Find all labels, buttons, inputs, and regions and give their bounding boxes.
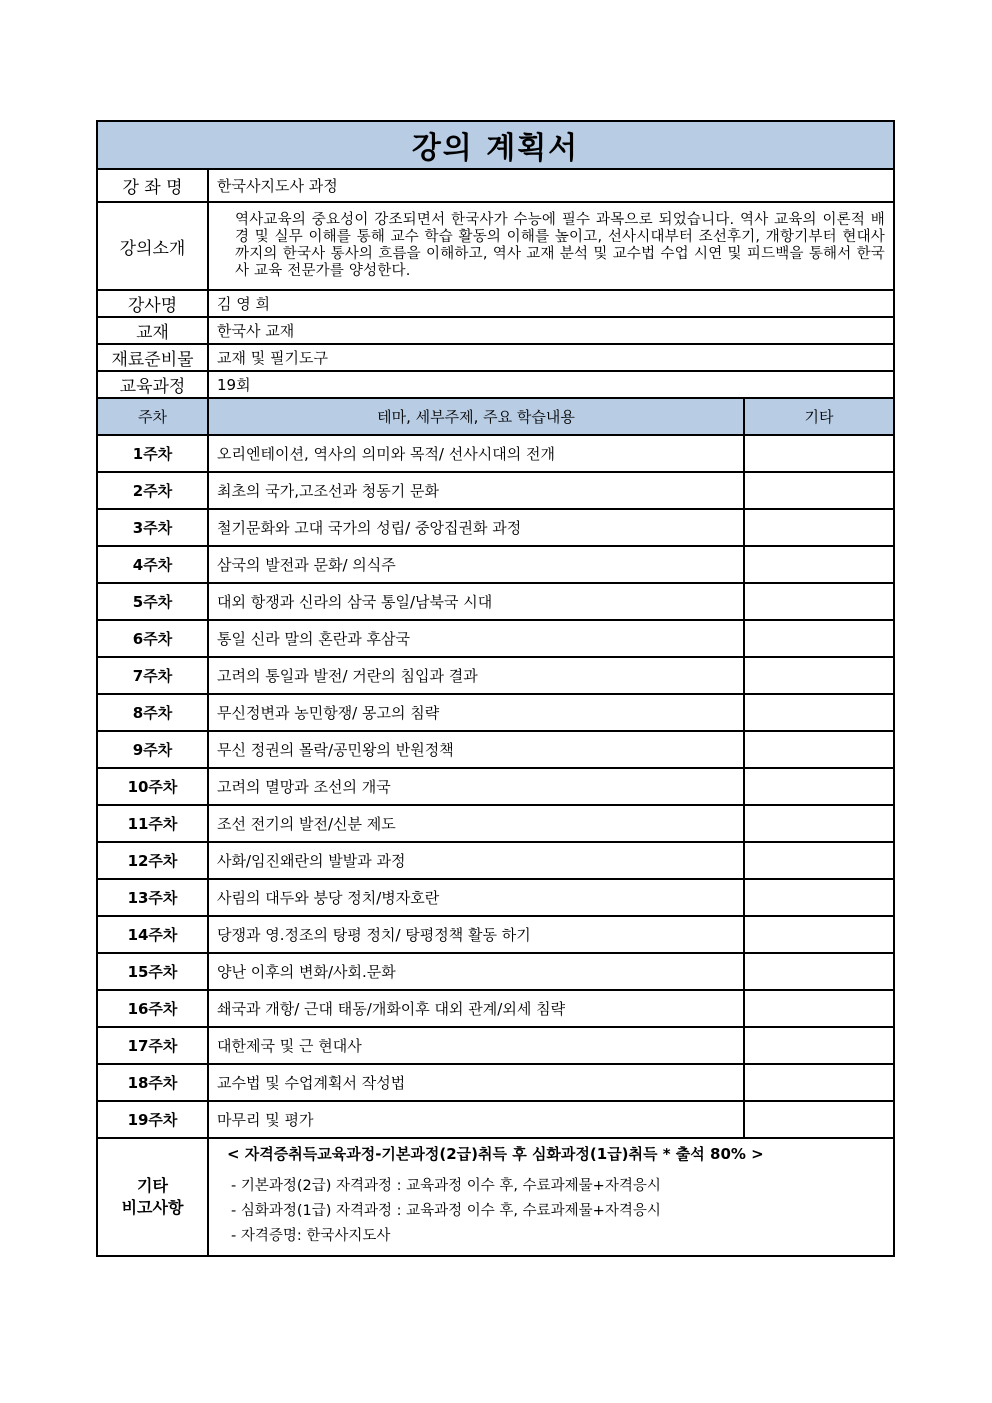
week-etc bbox=[744, 842, 894, 879]
sessions-label: 교육과정 bbox=[97, 371, 208, 398]
week-etc bbox=[744, 768, 894, 805]
week-row bbox=[97, 435, 894, 472]
week-number: 6주차 bbox=[97, 620, 208, 657]
week-etc bbox=[744, 1027, 894, 1064]
topic-column-header: 테마, 세부주제, 주요 학습내용 bbox=[208, 398, 744, 435]
week-topic: 마무리 및 평가 bbox=[208, 1101, 744, 1138]
week-topic: 통일 신라 말의 혼란과 후삼국 bbox=[208, 620, 744, 657]
week-row bbox=[97, 990, 894, 1027]
week-etc bbox=[744, 1064, 894, 1101]
week-etc bbox=[744, 990, 894, 1027]
week-etc bbox=[744, 731, 894, 768]
textbook-value: 한국사 교재 bbox=[208, 317, 894, 344]
course-name-label: 강 좌 명 bbox=[97, 169, 208, 202]
week-row bbox=[97, 805, 894, 842]
sessions-value: 19회 bbox=[208, 371, 894, 398]
week-row bbox=[97, 1027, 894, 1064]
week-topic: 대한제국 및 근 현대사 bbox=[208, 1027, 744, 1064]
course-name-value: 한국사지도사 과정 bbox=[208, 169, 894, 202]
week-topic: 양난 이후의 변화/사회.문화 bbox=[208, 953, 744, 990]
instructor-label: 강사명 bbox=[97, 290, 208, 317]
week-row bbox=[97, 694, 894, 731]
week-etc bbox=[744, 509, 894, 546]
week-row bbox=[97, 768, 894, 805]
schedule-header-row bbox=[97, 398, 894, 435]
course-intro-label: 강의소개 bbox=[97, 202, 208, 290]
notes-line: - 심화과정(1급) 자격과정 : 교육과정 이수 후, 수료과제물+자격응시 bbox=[231, 1203, 661, 1219]
week-topic: 당쟁과 영.정조의 탕평 정치/ 탕평정책 활동 하기 bbox=[208, 916, 744, 953]
week-etc bbox=[744, 583, 894, 620]
notes-label bbox=[97, 1138, 208, 1256]
notes-label-line2: 비고사항 bbox=[121, 1198, 184, 1217]
week-topic: 오리엔테이션, 역사의 의미와 목적/ 선사시대의 전개 bbox=[208, 435, 744, 472]
week-topic: 삼국의 발전과 문화/ 의식주 bbox=[208, 546, 744, 583]
week-row bbox=[97, 1101, 894, 1138]
notes-heading: < 자격증취득교육과정-기본과정(2급)취득 후 심화과정(1급)취득 * 출석 80% > bbox=[227, 1145, 764, 1163]
week-row bbox=[97, 509, 894, 546]
week-etc bbox=[744, 435, 894, 472]
week-topic: 대외 항쟁과 신라의 삼국 통일/남북국 시대 bbox=[208, 583, 744, 620]
week-number: 4주차 bbox=[97, 546, 208, 583]
notes-content bbox=[208, 1138, 894, 1256]
notes-line: - 자격증명: 한국사지도사 bbox=[231, 1228, 391, 1244]
etc-column-header: 기타 bbox=[744, 398, 894, 435]
notes-row bbox=[97, 1138, 894, 1256]
week-etc bbox=[744, 879, 894, 916]
week-number: 2주차 bbox=[97, 472, 208, 509]
week-etc bbox=[744, 546, 894, 583]
week-row bbox=[97, 657, 894, 694]
week-number: 9주차 bbox=[97, 731, 208, 768]
week-number: 3주차 bbox=[97, 509, 208, 546]
week-etc bbox=[744, 620, 894, 657]
week-topic: 교수법 및 수업계획서 작성법 bbox=[208, 1064, 744, 1101]
week-column-header: 주차 bbox=[97, 398, 208, 435]
week-number: 18주차 bbox=[97, 1064, 208, 1101]
week-row bbox=[97, 953, 894, 990]
week-row bbox=[97, 546, 894, 583]
week-row bbox=[97, 731, 894, 768]
week-number: 11주차 bbox=[97, 805, 208, 842]
notes-line: - 기본과정(2급) 자격과정 : 교육과정 이수 후, 수료과제물+자격응시 bbox=[231, 1178, 661, 1194]
week-etc bbox=[744, 1101, 894, 1138]
week-number: 13주차 bbox=[97, 879, 208, 916]
instructor-value: 김 영 희 bbox=[208, 290, 894, 317]
week-row bbox=[97, 1064, 894, 1101]
week-number: 14주차 bbox=[97, 916, 208, 953]
week-number: 1주차 bbox=[97, 435, 208, 472]
week-number: 15주차 bbox=[97, 953, 208, 990]
week-number: 5주차 bbox=[97, 583, 208, 620]
week-row bbox=[97, 620, 894, 657]
week-etc bbox=[744, 657, 894, 694]
week-topic: 철기문화와 고대 국가의 성립/ 중앙집권화 과정 bbox=[208, 509, 744, 546]
week-number: 17주차 bbox=[97, 1027, 208, 1064]
week-topic: 무신정변과 농민항쟁/ 몽고의 침략 bbox=[208, 694, 744, 731]
week-number: 19주차 bbox=[97, 1101, 208, 1138]
week-row bbox=[97, 472, 894, 509]
week-topic: 최초의 국가,고조선과 청동기 문화 bbox=[208, 472, 744, 509]
week-topic: 고려의 통일과 발전/ 거란의 침입과 결과 bbox=[208, 657, 744, 694]
week-topic: 사림의 대두와 붕당 정치/병자호란 bbox=[208, 879, 744, 916]
week-topic: 무신 정권의 몰락/공민왕의 반원정책 bbox=[208, 731, 744, 768]
week-etc bbox=[744, 694, 894, 731]
week-etc bbox=[744, 472, 894, 509]
week-row bbox=[97, 916, 894, 953]
week-number: 8주차 bbox=[97, 694, 208, 731]
week-etc bbox=[744, 916, 894, 953]
week-row bbox=[97, 842, 894, 879]
week-number: 10주차 bbox=[97, 768, 208, 805]
week-etc bbox=[744, 805, 894, 842]
week-number: 12주차 bbox=[97, 842, 208, 879]
week-topic: 사화/임진왜란의 발발과 과정 bbox=[208, 842, 744, 879]
week-topic: 조선 전기의 발전/신분 제도 bbox=[208, 805, 744, 842]
materials-label: 재료준비물 bbox=[97, 344, 208, 371]
week-number: 7주차 bbox=[97, 657, 208, 694]
course-intro-value: 역사교육의 중요성이 강조되면서 한국사가 수능에 필수 과목으로 되었습니다. 역사 교육의 이론적 배경 및 실무 이해를 통해 교수 학습 활동의 이해를 높이고, 선사시대부터 조선후기, 개항기부터 현대사 까지의 한국사 통사의 흐름을 이해하고, 역사 교재 분석 및 교수법 수업 시연 및 피드백을 통해서 한국사 교육 전문가를 양성한다. bbox=[208, 202, 894, 290]
lecture-plan-table bbox=[96, 120, 895, 1257]
week-etc bbox=[744, 953, 894, 990]
materials-value: 교재 및 필기도구 bbox=[208, 344, 894, 371]
notes-label-line1: 기타 bbox=[137, 1176, 168, 1195]
textbook-label: 교재 bbox=[97, 317, 208, 344]
page-title: 강의 계획서 bbox=[97, 121, 894, 169]
week-row bbox=[97, 879, 894, 916]
week-row bbox=[97, 583, 894, 620]
week-topic: 쇄국과 개항/ 근대 태동/개화이후 대외 관계/외세 침략 bbox=[208, 990, 744, 1027]
week-topic: 고려의 멸망과 조선의 개국 bbox=[208, 768, 744, 805]
week-number: 16주차 bbox=[97, 990, 208, 1027]
